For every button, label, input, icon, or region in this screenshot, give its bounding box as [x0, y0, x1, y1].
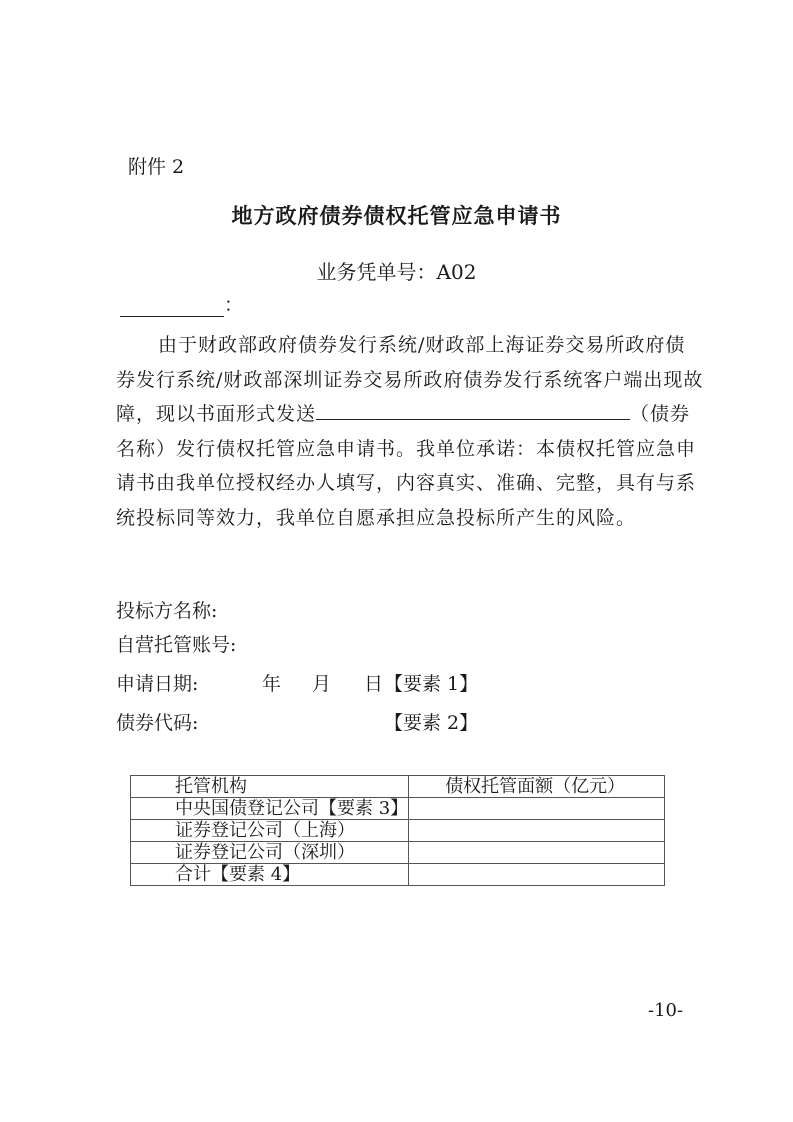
table-cell-org: 中央国债登记公司【要素 3】	[131, 798, 409, 820]
attachment-label: 附件 2	[128, 156, 185, 178]
voucher-number: 业务凭单号：A02	[316, 260, 477, 284]
table-header-row	[131, 776, 665, 798]
date-day: 日	[364, 673, 384, 695]
bond-name-blank	[316, 399, 630, 420]
addressee-line	[120, 290, 243, 317]
table-cell-amount	[409, 864, 665, 886]
table-row	[131, 798, 665, 820]
table-row	[131, 820, 665, 842]
addressee-colon: ：	[224, 294, 244, 316]
table-cell-amount	[409, 842, 665, 864]
page-number: -10-	[648, 1000, 684, 1021]
table-cell-org: 证券登记公司（上海）	[131, 820, 409, 842]
table-cell-amount	[409, 820, 665, 842]
bidder-name-label: 投标方名称:	[116, 600, 218, 622]
table-header-amount: 债权托管面额（亿元）	[409, 776, 665, 798]
table-cell-org: 合计【要素 4】	[131, 864, 409, 886]
table-header-org: 托管机构	[131, 776, 409, 798]
apply-date-label: 申请日期:	[116, 673, 199, 695]
addressee-blank	[120, 296, 224, 317]
table-cell-amount	[409, 798, 665, 820]
element1-tag: 【要素 1】	[384, 673, 479, 695]
body-part1: 由于财政部政府债券发行系统/财政部上海证券交易所政府债券发行系统/财政部深圳证券交易所政府债券发行系统客户端出现故障，现以书面形式发送	[116, 334, 704, 425]
date-year: 年	[262, 673, 282, 695]
document-title: 地方政府债券债权托管应急申请书	[231, 203, 562, 228]
table-row	[131, 864, 665, 886]
date-month: 月	[312, 673, 332, 695]
bond-code-label: 债券代码:	[116, 712, 199, 734]
custody-account-label: 自营托管账号:	[116, 634, 237, 656]
body-paragraph	[116, 328, 704, 535]
table-cell-org: 证券登记公司（深圳）	[131, 842, 409, 864]
custody-table	[130, 775, 665, 886]
body-part2: （债券名称）发行债权托管应急申请书。我单位承诺：本债权托管应急申请书由我单位授权经办人填写，内容真实、准确、完整，具有与系统投标同等效力，我单位自愿承担应急投标所产生的风险。	[116, 403, 697, 529]
table-row	[131, 842, 665, 864]
element2-tag: 【要素 2】	[384, 712, 479, 734]
